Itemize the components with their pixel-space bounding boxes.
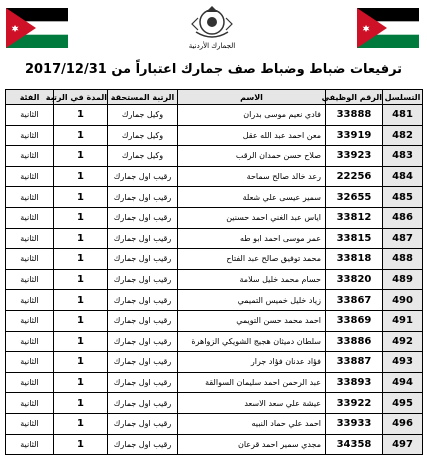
cell-serial: 482 bbox=[383, 125, 423, 146]
cell-serial: 491 bbox=[383, 310, 423, 331]
table-row bbox=[6, 372, 423, 393]
cell-employee-id: 33869 bbox=[326, 310, 383, 331]
cell-employee-id: 33818 bbox=[326, 249, 383, 270]
cell-serial: 484 bbox=[383, 166, 423, 187]
cell-class: الثانية bbox=[6, 207, 54, 228]
cell-duration: 1 bbox=[54, 352, 108, 373]
cell-serial: 496 bbox=[383, 413, 423, 434]
cell-class: الثانية bbox=[6, 352, 54, 373]
cell-name: محمد توفيق صالح عبد الفتاح bbox=[178, 249, 326, 270]
cell-rank: رقيب اول جمارك bbox=[108, 228, 178, 249]
cell-class: الثانية bbox=[6, 372, 54, 393]
cell-employee-id: 33893 bbox=[326, 372, 383, 393]
cell-name: زياد خليل خميس التميمي bbox=[178, 290, 326, 311]
cell-serial: 487 bbox=[383, 228, 423, 249]
cell-class: الثانية bbox=[6, 105, 54, 126]
royal-crest-icon bbox=[190, 4, 234, 40]
table-row bbox=[6, 207, 423, 228]
table-row bbox=[6, 310, 423, 331]
cell-name: احمد علي حماد النبيه bbox=[178, 413, 326, 434]
table-row bbox=[6, 187, 423, 208]
cell-name: عبد الرحمن احمد سليمان السوالقة bbox=[178, 372, 326, 393]
header-class: الفئة bbox=[6, 90, 54, 105]
cell-name: عمر موسى احمد ابو طه bbox=[178, 228, 326, 249]
cell-name: صلاح حسن حمدان الرقب bbox=[178, 146, 326, 167]
table-row bbox=[6, 352, 423, 373]
cell-rank: رقيب اول جمارك bbox=[108, 434, 178, 455]
cell-duration: 1 bbox=[54, 187, 108, 208]
cell-class: الثانية bbox=[6, 166, 54, 187]
cell-rank: رقيب اول جمارك bbox=[108, 290, 178, 311]
cell-duration: 1 bbox=[54, 413, 108, 434]
jordan-flag-icon bbox=[357, 8, 419, 48]
cell-employee-id: 33919 bbox=[326, 125, 383, 146]
cell-employee-id: 33922 bbox=[326, 393, 383, 414]
cell-rank: رقيب اول جمارك bbox=[108, 310, 178, 331]
cell-class: الثانية bbox=[6, 413, 54, 434]
cell-name: فؤاد عدنان فؤاد جرار bbox=[178, 352, 326, 373]
cell-duration: 1 bbox=[54, 166, 108, 187]
cell-employee-id: 33888 bbox=[326, 105, 383, 126]
cell-class: الثانية bbox=[6, 269, 54, 290]
cell-duration: 1 bbox=[54, 228, 108, 249]
cell-rank: رقيب اول جمارك bbox=[108, 269, 178, 290]
cell-class: الثانية bbox=[6, 125, 54, 146]
table-row bbox=[6, 331, 423, 352]
table-row bbox=[6, 393, 423, 414]
cell-duration: 1 bbox=[54, 434, 108, 455]
cell-duration: 1 bbox=[54, 105, 108, 126]
cell-rank: رقيب اول جمارك bbox=[108, 249, 178, 270]
cell-duration: 1 bbox=[54, 290, 108, 311]
cell-duration: 1 bbox=[54, 125, 108, 146]
table-row bbox=[6, 249, 423, 270]
cell-class: الثانية bbox=[6, 393, 54, 414]
cell-class: الثانية bbox=[6, 228, 54, 249]
promotions-table bbox=[5, 89, 423, 455]
cell-class: الثانية bbox=[6, 249, 54, 270]
cell-name: احمد محمد حسن التويمي bbox=[178, 310, 326, 331]
table-row bbox=[6, 105, 423, 126]
cell-serial: 488 bbox=[383, 249, 423, 270]
cell-employee-id: 33812 bbox=[326, 207, 383, 228]
cell-duration: 1 bbox=[54, 331, 108, 352]
cell-serial: 495 bbox=[383, 393, 423, 414]
cell-employee-id: 33923 bbox=[326, 146, 383, 167]
cell-duration: 1 bbox=[54, 207, 108, 228]
cell-class: الثانية bbox=[6, 146, 54, 167]
crest-block bbox=[176, 4, 248, 56]
cell-rank: رقيب اول جمارك bbox=[108, 413, 178, 434]
cell-rank: رقيب اول جمارك bbox=[108, 393, 178, 414]
cell-rank: وكيل جمارك bbox=[108, 146, 178, 167]
cell-employee-id: 32655 bbox=[326, 187, 383, 208]
cell-rank: رقيب اول جمارك bbox=[108, 372, 178, 393]
cell-serial: 485 bbox=[383, 187, 423, 208]
cell-employee-id: 33933 bbox=[326, 413, 383, 434]
cell-name: رعد خالد صالح سماحة bbox=[178, 166, 326, 187]
table-row bbox=[6, 269, 423, 290]
cell-name: سلطان دميثان هجيج الشويكي الزواهرة bbox=[178, 331, 326, 352]
cell-serial: 492 bbox=[383, 331, 423, 352]
cell-serial: 490 bbox=[383, 290, 423, 311]
cell-serial: 481 bbox=[383, 105, 423, 126]
cell-rank: رقيب اول جمارك bbox=[108, 207, 178, 228]
cell-employee-id: 33815 bbox=[326, 228, 383, 249]
cell-serial: 489 bbox=[383, 269, 423, 290]
cell-duration: 1 bbox=[54, 269, 108, 290]
header-serial: التسلسل bbox=[383, 90, 423, 105]
table-row bbox=[6, 146, 423, 167]
cell-rank: رقيب اول جمارك bbox=[108, 187, 178, 208]
cell-class: الثانية bbox=[6, 331, 54, 352]
header-duration: المدة في الرتبة bbox=[54, 90, 108, 105]
cell-rank: وكيل جمارك bbox=[108, 125, 178, 146]
table-row bbox=[6, 228, 423, 249]
cell-class: الثانية bbox=[6, 434, 54, 455]
cell-duration: 1 bbox=[54, 146, 108, 167]
cell-name: سمير عيسى علي شعلة bbox=[178, 187, 326, 208]
cell-employee-id: 33886 bbox=[326, 331, 383, 352]
cell-rank: رقيب اول جمارك bbox=[108, 352, 178, 373]
table-row bbox=[6, 290, 423, 311]
cell-serial: 486 bbox=[383, 207, 423, 228]
cell-employee-id: 22256 bbox=[326, 166, 383, 187]
cell-serial: 497 bbox=[383, 434, 423, 455]
cell-employee-id: 33820 bbox=[326, 269, 383, 290]
jordan-flag-icon bbox=[6, 8, 68, 48]
cell-employee-id: 34358 bbox=[326, 434, 383, 455]
cell-name: مجدي سمير احمد قرعان bbox=[178, 434, 326, 455]
jordan-flag-right bbox=[357, 8, 419, 48]
cell-name: فادي نعيم موسى بدران bbox=[178, 105, 326, 126]
cell-rank: رقيب اول جمارك bbox=[108, 331, 178, 352]
table-header-row bbox=[6, 90, 423, 105]
cell-name: حسام محمد خليل سلامة bbox=[178, 269, 326, 290]
cell-duration: 1 bbox=[54, 249, 108, 270]
cell-duration: 1 bbox=[54, 393, 108, 414]
cell-class: الثانية bbox=[6, 310, 54, 331]
page-title: ترفيعات ضباط وضباط صف جمارك اعتباراً من 2017/12/31 bbox=[24, 62, 403, 77]
cell-name: عيشة علي سعد الاسعد bbox=[178, 393, 326, 414]
cell-employee-id: 33887 bbox=[326, 352, 383, 373]
header-rank: الرتبة المستحقة bbox=[108, 90, 178, 105]
table-row bbox=[6, 434, 423, 455]
cell-rank: رقيب اول جمارك bbox=[108, 166, 178, 187]
table-row bbox=[6, 125, 423, 146]
table-row bbox=[6, 166, 423, 187]
cell-employee-id: 33867 bbox=[326, 290, 383, 311]
cell-serial: 494 bbox=[383, 372, 423, 393]
cell-duration: 1 bbox=[54, 310, 108, 331]
cell-serial: 483 bbox=[383, 146, 423, 167]
jordan-flag-left bbox=[6, 8, 68, 48]
cell-name: اياس عبد الغني احمد حسنين bbox=[178, 207, 326, 228]
table-row bbox=[6, 413, 423, 434]
cell-serial: 493 bbox=[383, 352, 423, 373]
cell-rank: وكيل جمارك bbox=[108, 105, 178, 126]
cell-duration: 1 bbox=[54, 372, 108, 393]
cell-class: الثانية bbox=[6, 290, 54, 311]
cell-class: الثانية bbox=[6, 187, 54, 208]
header-name: الاسم bbox=[178, 90, 326, 105]
header-employee-id: الرقم الوظيفي bbox=[326, 90, 383, 105]
ministry-name: الجمارك الأردنية bbox=[188, 42, 236, 50]
cell-name: معن احمد عبد الله عقل bbox=[178, 125, 326, 146]
